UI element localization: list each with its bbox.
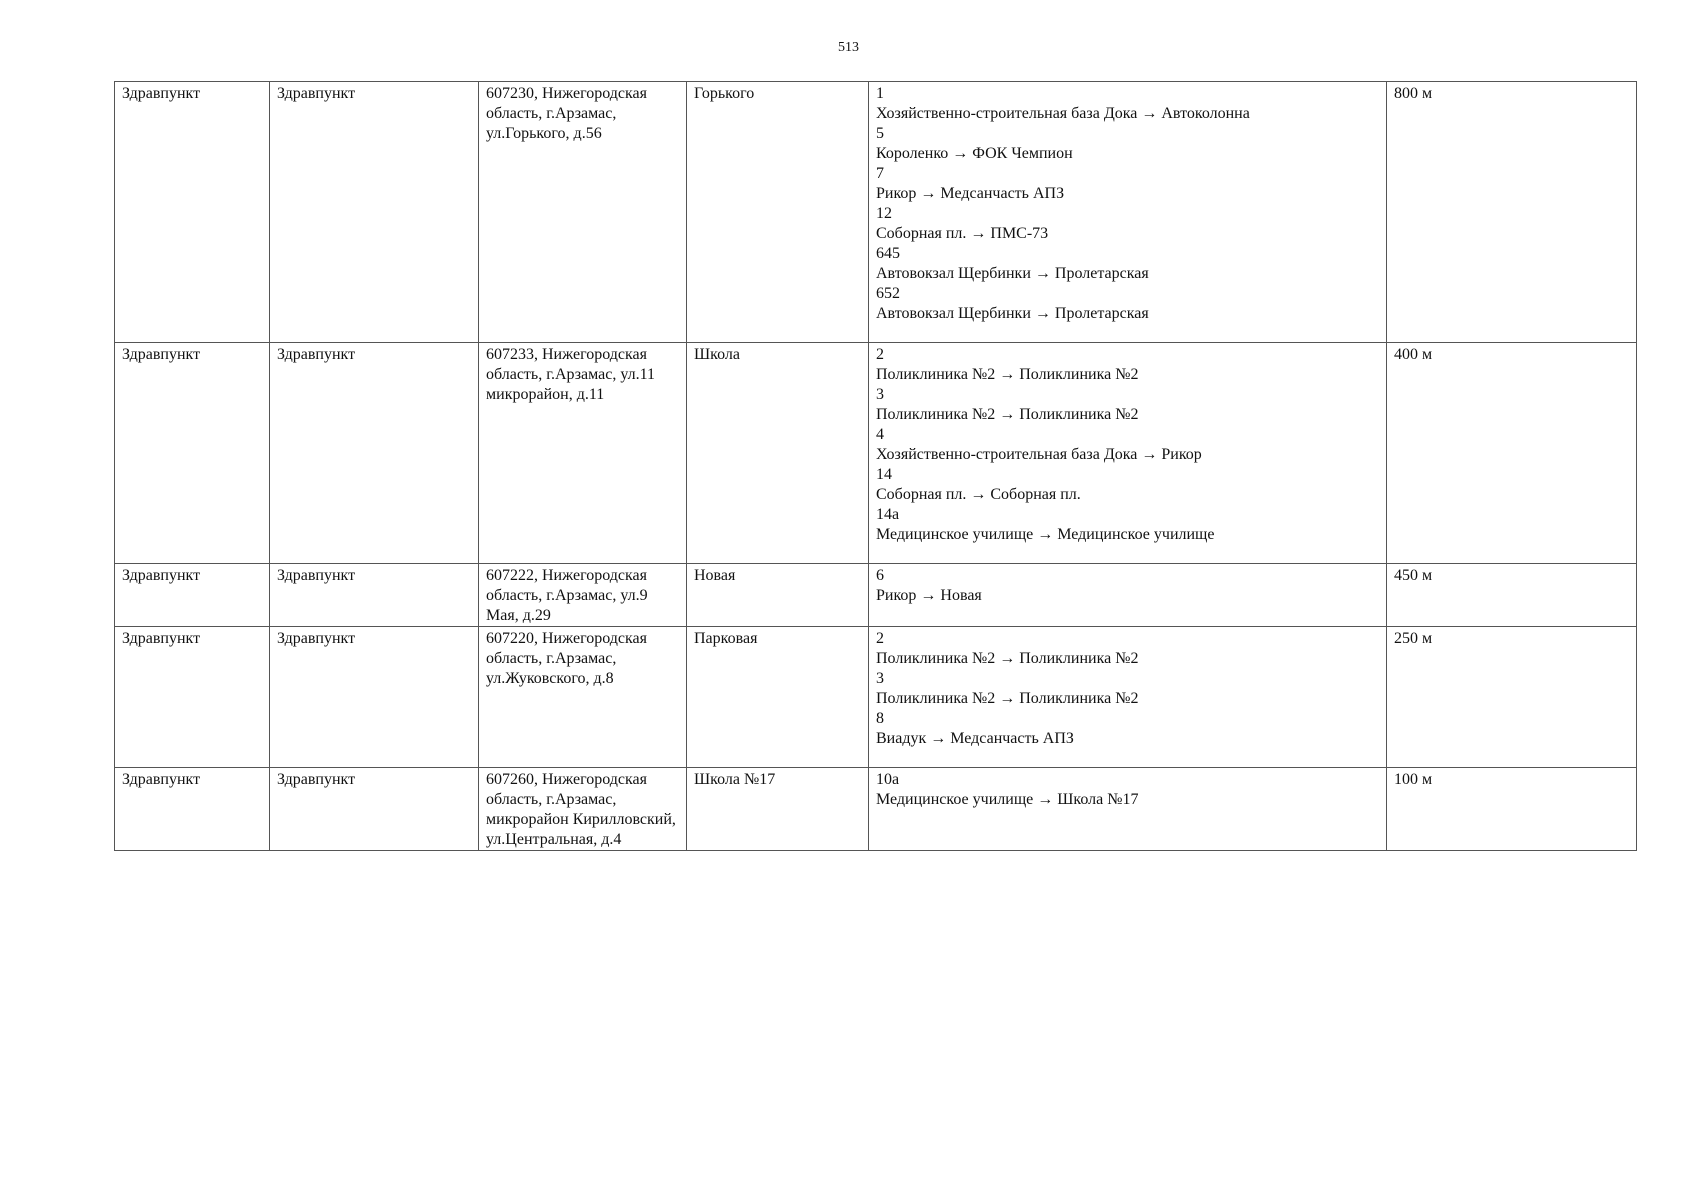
facility-name-cell: Здравпункт — [270, 82, 479, 343]
route-entry — [876, 284, 1379, 324]
route-path: Поликлиника №2 → Поликлиника №2 — [876, 690, 1139, 707]
distance-cell: 800 м — [1387, 82, 1637, 343]
facility-transport-table — [114, 81, 1637, 851]
address-cell: 607220, Нижегородская область, г.Арзамас, ул.Жуковского, д.8 — [479, 627, 687, 768]
route-entry — [876, 629, 1379, 669]
route-number: 14 — [876, 466, 892, 483]
address-cell: 607233, Нижегородская область, г.Арзамас, ул.11 микрорайон, д.11 — [479, 343, 687, 564]
route-path: Хозяйственно-строительная база Дока → Автоколонна — [876, 105, 1250, 122]
route-number: 645 — [876, 245, 900, 262]
routes-cell — [869, 343, 1387, 564]
routes-cell — [869, 768, 1387, 851]
table-row — [115, 768, 1637, 851]
route-number: 6 — [876, 567, 884, 584]
route-path: Автовокзал Щербинки → Пролетарская — [876, 265, 1149, 282]
route-path: Поликлиника №2 → Поликлиника №2 — [876, 406, 1139, 423]
route-entry — [876, 345, 1379, 385]
route-entry — [876, 505, 1379, 545]
route-number: 652 — [876, 285, 900, 302]
route-path: Медицинское училище → Школа №17 — [876, 791, 1139, 808]
route-path: Рикор → Новая — [876, 587, 982, 604]
page-number: 513 — [838, 40, 859, 55]
route-number: 5 — [876, 125, 884, 142]
distance-cell: 100 м — [1387, 768, 1637, 851]
facility-type-cell: Здравпункт — [115, 564, 270, 627]
facility-name-cell: Здравпункт — [270, 343, 479, 564]
facility-name-cell: Здравпункт — [270, 564, 479, 627]
route-entry — [876, 465, 1379, 505]
table-row — [115, 343, 1637, 564]
route-entry — [876, 709, 1379, 749]
stop-cell: Школа №17 — [687, 768, 869, 851]
distance-cell: 250 м — [1387, 627, 1637, 768]
route-path: Виадук → Медсанчасть АПЗ — [876, 730, 1074, 747]
route-entry — [876, 124, 1379, 164]
route-number: 7 — [876, 165, 884, 182]
route-path: Соборная пл. → Соборная пл. — [876, 486, 1081, 503]
route-path: Поликлиника №2 → Поликлиника №2 — [876, 366, 1139, 383]
address-cell: 607260, Нижегородская область, г.Арзамас, микрорайон Кирилловский, ул.Центральная, д.4 — [479, 768, 687, 851]
route-entry — [876, 204, 1379, 244]
route-entry — [876, 669, 1379, 709]
table-row — [115, 82, 1637, 343]
stop-cell: Горького — [687, 82, 869, 343]
facility-type-cell: Здравпункт — [115, 82, 270, 343]
distance-cell: 450 м — [1387, 564, 1637, 627]
route-entry — [876, 566, 1379, 606]
route-path: Рикор → Медсанчасть АПЗ — [876, 185, 1065, 202]
route-number: 10а — [876, 771, 900, 788]
facility-type-cell: Здравпункт — [115, 768, 270, 851]
route-entry — [876, 244, 1379, 284]
address-cell: 607222, Нижегородская область, г.Арзамас, ул.9 Мая, д.29 — [479, 564, 687, 627]
routes-cell — [869, 564, 1387, 627]
address-cell: 607230, Нижегородская область, г.Арзамас, ул.Горького, д.56 — [479, 82, 687, 343]
route-path: Короленко → ФОК Чемпион — [876, 145, 1073, 162]
route-number: 1 — [876, 85, 884, 102]
stop-cell: Парковая — [687, 627, 869, 768]
route-number: 2 — [876, 346, 884, 363]
route-number: 8 — [876, 710, 884, 727]
route-path: Соборная пл. → ПМС-73 — [876, 225, 1049, 242]
stop-cell: Школа — [687, 343, 869, 564]
distance-cell: 400 м — [1387, 343, 1637, 564]
route-number: 3 — [876, 386, 884, 403]
table-row — [115, 627, 1637, 768]
route-number: 3 — [876, 670, 884, 687]
routes-cell — [869, 627, 1387, 768]
route-number: 14а — [876, 506, 900, 523]
facility-name-cell: Здравпункт — [270, 768, 479, 851]
route-entry — [876, 425, 1379, 465]
route-path: Медицинское училище → Медицинское училище — [876, 526, 1215, 543]
table-row — [115, 564, 1637, 627]
routes-cell — [869, 82, 1387, 343]
route-entry — [876, 770, 1379, 810]
route-path: Хозяйственно-строительная база Дока → Рикор — [876, 446, 1202, 463]
route-number: 2 — [876, 630, 884, 647]
route-path: Автовокзал Щербинки → Пролетарская — [876, 305, 1149, 322]
route-path: Поликлиника №2 → Поликлиника №2 — [876, 650, 1139, 667]
route-number: 4 — [876, 426, 884, 443]
stop-cell: Новая — [687, 564, 869, 627]
facility-type-cell: Здравпункт — [115, 627, 270, 768]
route-entry — [876, 164, 1379, 204]
route-entry — [876, 385, 1379, 425]
facility-name-cell: Здравпункт — [270, 627, 479, 768]
route-entry — [876, 84, 1379, 124]
route-number: 12 — [876, 205, 892, 222]
facility-type-cell: Здравпункт — [115, 343, 270, 564]
